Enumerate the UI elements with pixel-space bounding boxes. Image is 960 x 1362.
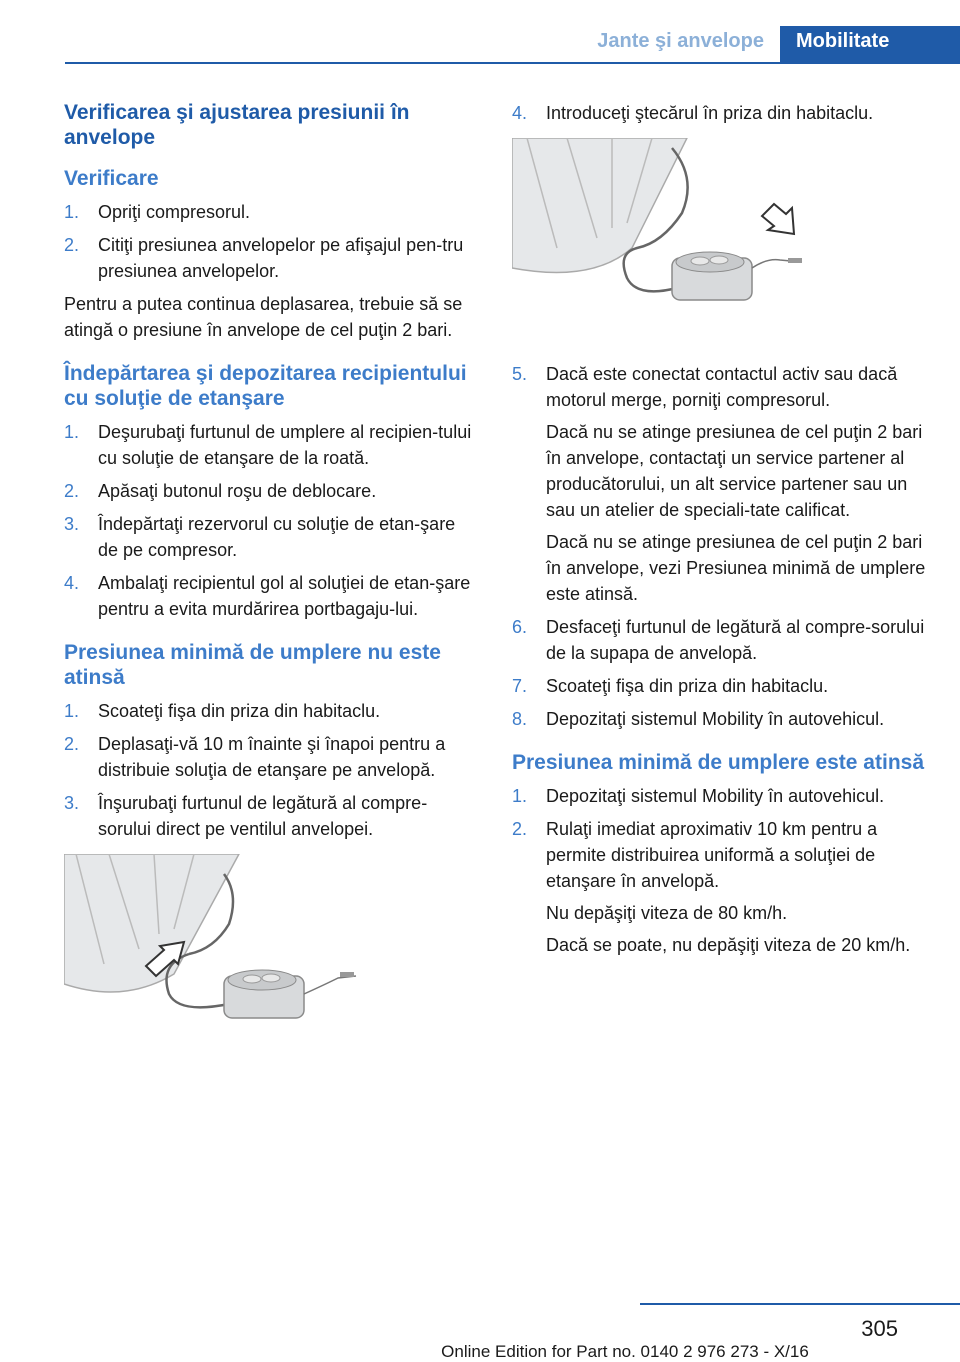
step-text: Ambalaţi recipientul gol al soluţiei de etan‐şare pentru a evita murdărirea portbagaju‐lui. [98,573,471,619]
step-text: Apăsaţi butonul roşu de deblocare. [98,481,377,501]
step-number: 4. [64,573,80,593]
step-number: 2. [64,734,80,754]
step-text: Deşurubaţi furtunul de umplere al recipien‐tului cu soluţie de etanşare de la roată. [98,422,472,468]
list-item [512,673,932,699]
step-text: Scoateţi fişa din priza din habitaclu. [546,676,829,696]
step-text: Opriţi compresorul. [98,202,251,222]
step-text [546,816,932,958]
step-number: 6. [512,617,528,637]
header-section-title: Jante şi anvelope [597,30,764,52]
step-text: Depozitaţi sistemul Mobility în autovehicul. [546,786,885,806]
step-main-text: Dacă este conectat contactul activ sau dacă motorul merge, porniţi compresorul. [546,364,898,410]
step-number: 4. [512,103,528,123]
compressor-steps [512,361,932,732]
connect-steps [512,100,932,126]
step-number: 5. [512,364,528,384]
list-item [64,698,480,724]
step-text: Desfaceţi furtunul de legătură al compre‐sorului de la supapa de anvelopă. [546,617,925,663]
list-item [64,478,480,504]
list-item [512,100,932,126]
illustration-compressor-plug [512,138,932,333]
check-heading: Verificare [64,167,159,190]
check-steps [64,199,480,284]
step-note: Dacă nu se atinge presiunea de cel puţin 2 bari în anvelope, contactaţi un service partener al producătorului, un alt service partener sau un sau un atelier de speciali‐tate calificat. [546,422,923,520]
not-reached-heading: Presiunea minimă de umplere nu este atinsă [64,641,441,689]
step-text: Deplasaţi-vă 10 m înainte şi înapoi pentru a distribuie soluţia de etanşare pe anvelopă. [98,734,446,780]
step-main-text: Rulaţi imediat aproximativ 10 km pentru a permite distribuirea uniformă a soluţiei de etanşare în anvelopă. [546,819,878,891]
reached-heading: Presiunea minimă de umplere este atinsă [512,751,925,774]
step-text [546,361,932,607]
step-number: 2. [64,235,80,255]
list-item [64,199,480,225]
step-note: Dacă nu se atinge presiunea de cel puţin 2 bari în anvelope, vezi Presiunea minimă de umplere este atinsă. [546,532,926,604]
check-note: Pentru a putea continua deplasarea, trebuie să se atingă o presiune în anvelope de cel puţin 2 bari. [64,294,463,340]
removal-heading: Îndepărtarea şi depozitarea recipientului cu soluţie de etanşare [64,362,467,410]
step-number: 7. [512,676,528,696]
right-column [512,100,932,965]
step-note: Dacă se poate, nu depăşiţi viteza de 20 km/h. [546,935,911,955]
header-chapter-tab: Mobilitate [780,26,960,62]
list-item [64,790,480,842]
edition-text: Online Edition for Part no. 0140 2 976 273 - X/16 [441,1342,809,1361]
list-item [64,731,480,783]
step-text: Introduceţi ştecărul în priza din habitaclu. [546,103,874,123]
illustration-compressor-valve [64,854,480,1029]
edition-note [0,1342,960,1362]
list-item [512,783,932,809]
step-number: 1. [64,422,80,442]
list-item [512,361,932,607]
step-number: 3. [64,793,80,813]
section-title: Verificarea şi ajustarea presiunii în anvelope [64,101,410,149]
removal-steps [64,419,480,622]
list-item [64,419,480,471]
footer-rule [640,1303,960,1305]
list-item [512,706,932,732]
step-number: 2. [512,819,528,839]
compressor-valve-illustration [64,854,364,1024]
reached-steps [512,783,932,958]
step-text: Citiţi presiunea anvelopelor pe afişajul pen‐tru presiunea anvelopelor. [98,235,464,281]
step-number: 1. [512,786,528,806]
list-item [64,232,480,284]
list-item [512,614,932,666]
left-column [64,100,480,1057]
step-number: 1. [64,701,80,721]
step-number: 1. [64,202,80,222]
step-number: 8. [512,709,528,729]
step-number: 2. [64,481,80,501]
compressor-plug-illustration [512,138,812,328]
not-reached-steps [64,698,480,842]
step-note: Nu depăşiţi viteza de 80 km/h. [546,903,788,923]
step-text: Îndepărtaţi rezervorul cu soluţie de etan‐şare de pe compresor. [98,514,456,560]
step-text: Înşurubaţi furtunul de legătură al compre‐sorului direct pe ventilul anvelopei. [98,793,428,839]
step-number: 3. [64,514,80,534]
step-text: Scoateţi fişa din priza din habitaclu. [98,701,381,721]
list-item [512,816,932,958]
step-text: Depozitaţi sistemul Mobility în autovehicul. [546,709,885,729]
running-header [65,26,960,64]
page-number: 305 [861,1316,898,1341]
list-item [64,511,480,563]
list-item [64,570,480,622]
